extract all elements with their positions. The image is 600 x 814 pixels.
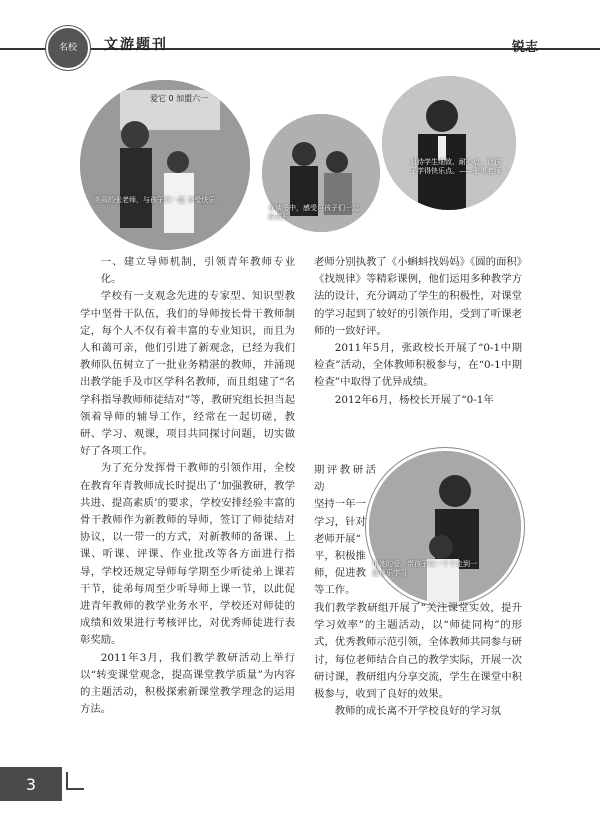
school-logo: 名校 — [46, 26, 90, 70]
photo1-caption: 美丽的张老师，与孩子们一起 享受快乐 — [94, 196, 216, 204]
paragraph: 2011年3月，我们教学教研活动上举行以“转变课堂观念，提高课堂教学质量”为内容的主题活动，积极探索新课堂教学理念的运用方法。 — [80, 651, 295, 716]
photo4-caption: 用她的爱，带孩子们一个个走到一起快乐学习 — [372, 560, 477, 577]
magazine-title: 文游题刊 — [104, 37, 168, 53]
paragraph: 我们教学教研组开展了“关注课堂实效，提升学习效率”的主题活动，以“师徒同构”的形式，优秀教师示范引领，全体教师共同参与研讨，每位老师结合自己的教学实际，开展一次研讨课，教研组内分享交流，学生在课堂中积极参与，收到了良好的效果。 — [314, 602, 522, 701]
text-line: 期评教研活动 — [314, 464, 376, 494]
paragraph: 为了充分发挥骨干教师的引领作用，全校在教育年青教师成长时提出了‘加强教研，教学共进、提高素质’的要求，学校安排经验丰富的骨干教师作为新教师的导师，签订了师徒结对协议，以一带一的方式，对新教师的备课、上课、听课、评课、作业批改等各方面进行指导，学校还规定导师每学期至少听徒弟上课若干节，徒弟每周至少听导师上课一节，以此促进青年教师的教学业务水平，学校还对师徒的成绩和效果进行考核评比，对优秀师徒进行表彰奖励。 — [80, 462, 295, 647]
left-column — [80, 254, 295, 718]
text-line: 老师开展“ — [314, 532, 361, 545]
paragraph: 教师的成长离不开学校良好的学习氛 — [334, 705, 502, 718]
photo-teacher-student-1 — [80, 80, 250, 250]
right-column-bottom — [314, 600, 522, 720]
page-number: 3 — [0, 767, 62, 801]
text-line: 平，积极推 — [314, 550, 366, 563]
column-name: 锐志 — [511, 40, 538, 55]
text-line: 师，促进教 — [314, 567, 366, 580]
text-line: 等工作。 — [314, 584, 356, 597]
paragraph: 学校有一支观念先进的专家型、知识型教学中坚骨干队伍，我们的导师按长骨干教师制定，每个人不仅有着丰富的专业知识，而且为人和蔼可亲，他们引进了新观念，已经为我们教师队伍树立了一批业务精湛的教师，并涌现出教学能手及市区学科名教师，而且组建了“名学科指导教师师徒结对”等，教研究组长担当起领着导师的辅导工作，经常在一起切磋，教研、学习、观课，项目共同探讨问题，切实做好了各项工作。 — [80, 290, 295, 458]
paragraph: 2012年6月，杨校长开展了“0-1年 — [334, 393, 494, 406]
paragraph: 2011年5月，张政校长开展了“0-1中期检查”活动，全体教师积极参与，在“0-1中期检查”中取得了优异成绩。 — [314, 342, 522, 389]
photo3-caption: 对待学生细致、耐心点，让孩子学得快乐点。——张勇老师 — [410, 158, 501, 175]
photo1-banner: 爱它 0 加盟六一 — [150, 94, 209, 103]
text-line: 坚持一年一 — [314, 498, 366, 511]
corner-mark — [66, 772, 84, 790]
section-heading: 一、建立导师机制，引领青年教师专业化。 — [100, 256, 295, 286]
header-rule — [0, 48, 600, 50]
right-column-top — [314, 254, 522, 409]
paragraph: 老师分别执教了《小蝌蚪找妈妈》《圆的面积》《找规律》等精彩课例，他们运用多种教学方法的设计，充分调动了学生的积极性，对课堂的学习起到了较好的引领作用，受到了听课老师的一致好评。 — [314, 256, 522, 337]
text-line: 学习，针对 — [314, 515, 366, 528]
photo-teacher-girl — [366, 448, 524, 606]
photo-teacher-portrait — [382, 76, 516, 210]
photo2-caption: 在读书中，感受与孩子们一起 的成长 — [268, 204, 359, 221]
